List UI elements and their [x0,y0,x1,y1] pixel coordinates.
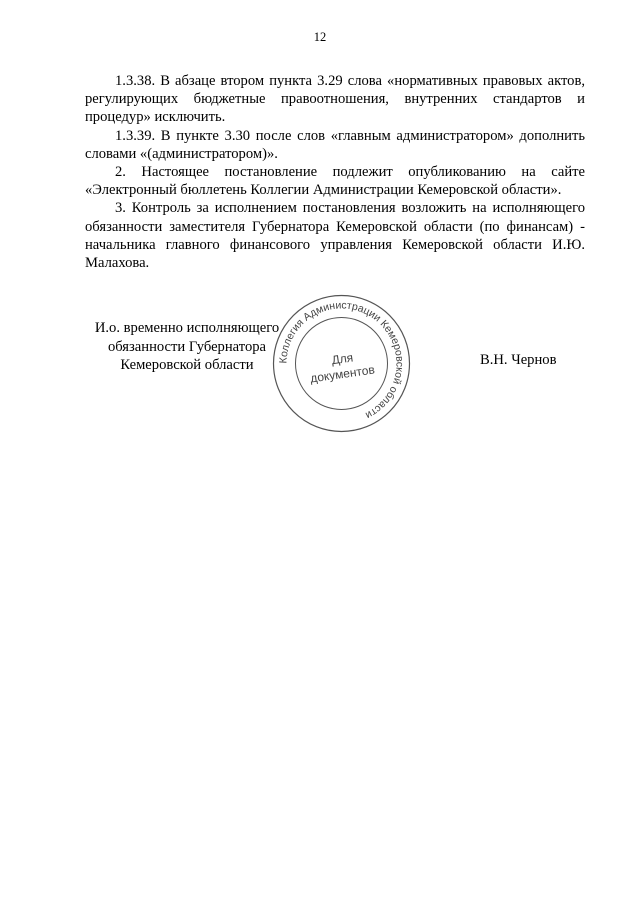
stamp-ring-text: Коллегия Администрации Кемеровской области [277,299,406,422]
page-number: 12 [313,30,327,44]
signatory-title [84,319,290,375]
stamp-center-line-1: Для [330,350,355,368]
paragraph-3: 3. Контроль за исполнением постановления возложить на исполняющего обязанности заместителя Губернатора Кемеровской области (по финансам) - начальника главного финансового управления Кемеровской области И.Ю. Малахова. [85,200,585,272]
signatory-title-line-2: обязанности Губернатора [107,338,267,355]
document-body [85,72,585,272]
official-stamp [271,293,412,434]
stamp-center-line-2: документов [309,362,376,386]
paragraph-1-3-39: 1.3.39. В пункте 3.30 после слов «главным администратором» дополнить словами «(администратором)». [85,127,585,162]
signatory-name: В.Н. Чернов [480,352,557,368]
paragraph-2: 2. Настоящее постановление подлежит опубликованию на сайте «Электронный бюллетень Коллегии Администрации Кемеровской области». [85,164,585,199]
paragraph-1-3-38: 1.3.38. В абзаце втором пункта 3.29 слова «нормативных правовых актов, регулирующих бюджетные правоотношения, внутренних стандартов и процедур» исключить. [85,73,585,126]
signatory-title-line-3: Кемеровской области [120,357,254,373]
signatory-title-line-1: И.о. временно исполняющего [94,320,280,336]
